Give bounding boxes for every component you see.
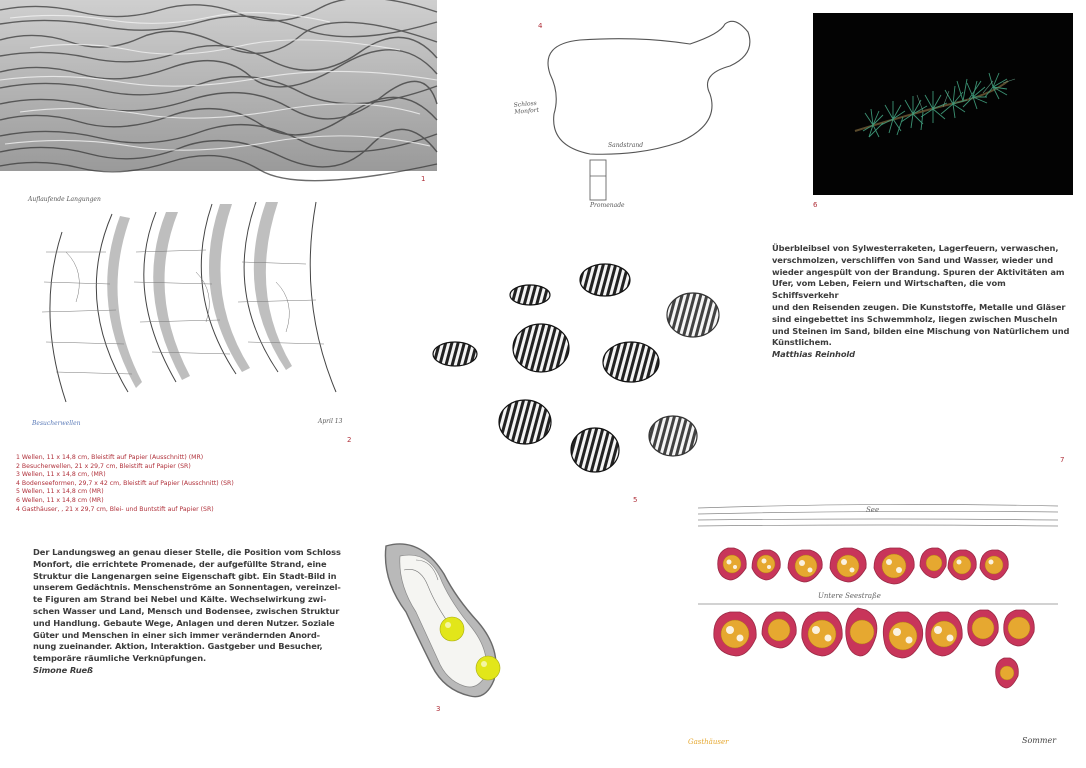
caption-item: 4 Gasthäuser, , 21 x 29,7 cm, Blei- und Buntstift auf Papier (SR) [16,505,214,513]
caption-item: 3 Wellen, 11 x 14,8 cm, (MR) [16,471,106,479]
caption-item: 6 Wellen, 11 x 14,8 cm (MR) [16,496,104,504]
shell [513,324,569,372]
sketch-label-sandstrand: Sandstrand [608,142,644,149]
sketch-label-promenade: Promenade [590,202,625,209]
sketch-corner-label: Gasthäuser [688,738,729,746]
text-line: Struktur die Langenargen seine Eigenschaft gibt. Ein Stadt-Bild in [33,570,337,581]
text-line: verschmolzen, verschliffen von Sand und Wasser, wieder und [772,254,1054,265]
figure-1-waves-drawing [0,0,437,171]
pine-branch [813,13,1073,195]
text-line: und den Reisenden zeugen. Die Kunststoffe, Metalle und Gläser [772,301,1066,312]
text-line: te Figuren am Strand bei Nebel und Kälte. Wechselwirkung zwi- [33,594,327,605]
text-line: Ufer, vom Leben, Feiern und Wirtschaften, die vom Schiffsverkehr [772,278,1006,301]
shell [649,416,697,456]
text-line: nung zueinander. Aktion, Interaktion. Gastgeber und Besucher, [33,641,323,652]
caption-item: 1 Wellen, 11 x 14,8 cm, Bleistift auf Papier (Ausschnitt) (MR) [16,454,204,461]
shell [433,342,477,366]
promenade-shape [590,160,606,200]
figure-number-4: 4 [538,22,543,30]
yellow-ball [476,656,500,680]
figure-number-1: 1 [421,175,426,183]
figure-number-6: 6 [813,201,818,209]
visitor-waves-pattern [16,192,355,434]
text-line: und Handlung. Gebaute Wege, Anlagen und deren Nutzer. Soziale [33,617,335,628]
shell [499,400,551,444]
figure-6-pine-photo [813,13,1073,195]
shell [603,342,659,382]
text-block-reinhold [772,243,1072,361]
text-line: wieder angespült von der Brandung. Spuren der Aktivitäten am [772,266,1065,277]
text-line: temporäre räumliche Verknüpfungen. [33,653,207,664]
figure-number-2: 2 [347,436,352,444]
text-line: sind eingebettet ins Schwemmholz, liegen zwischen Muscheln [772,313,1058,324]
yellow-ball [440,617,464,641]
caption-item: 4 Bodenseeformen, 29,7 x 42 cm, Bleistift auf Papier (Ausschnitt) (SR) [16,479,234,487]
sketch-label-strasse: Untere Seestraße [818,592,881,600]
text-line: Künstlichem. [772,337,832,348]
figure-3-pod-photo [360,530,520,705]
shell [571,428,619,472]
caption-item: 2 Besucherwellen, 21 x 29,7 cm, Bleistift auf Papier (SR) [16,462,191,470]
figure-5-shells-drawing [425,252,725,482]
sketch-label-see: See [866,506,880,514]
author-name: Simone Rueß [33,664,93,675]
lake-outline [548,21,750,154]
figure-captions [16,454,234,514]
figure-number-7: 7 [1060,456,1065,464]
text-line: und Steinen im Sand, bilden eine Mischung von Natürlichem und [772,325,1070,336]
figure-7-gasthaeuser-drawing [678,470,1073,755]
text-block-ruess [33,547,343,677]
text-line: Überbleibsel von Sylwesterraketen, Lagerfeuern, verwaschen, [772,243,1059,253]
shell [667,293,719,337]
text-line: Der Landungsweg an genau dieser Stelle, die Position vom Schloss [33,547,341,557]
figure-2-besucherwellen-sketch [16,192,355,434]
caption-item: 5 Wellen, 11 x 14,8 cm (MR) [16,488,104,496]
sketch-label-schloss: Schloss Monfort [513,99,540,116]
figure-number-3: 3 [436,705,441,713]
figure-4-bodensee-sketch [513,14,770,224]
sketch-date-label: April 13 [318,418,343,425]
waves-pattern [0,0,437,171]
figure-number-5: 5 [633,496,638,504]
sketch-signature: Sommer [1022,736,1057,745]
text-line: unserem Gedächtnis. Menschenströme an Sonnentagen, vereinzel- [33,582,341,593]
text-line: schen Wasser und Land, Mensch und Bodensee, zwischen Struktur [33,605,340,616]
shell [510,285,550,305]
sketch-corner-label: Besucherwellen [32,420,81,427]
author-name: Matthias Reinhold [772,349,856,360]
text-line: Monfort, die errichtete Promenade, der aufgefüllte Strand, eine [33,558,327,569]
sketch-title-label: Auflaufende Langungen [28,196,101,203]
shell [580,264,630,296]
text-line: Güter und Menschen in einer sich immer verändernden Anord- [33,629,321,640]
